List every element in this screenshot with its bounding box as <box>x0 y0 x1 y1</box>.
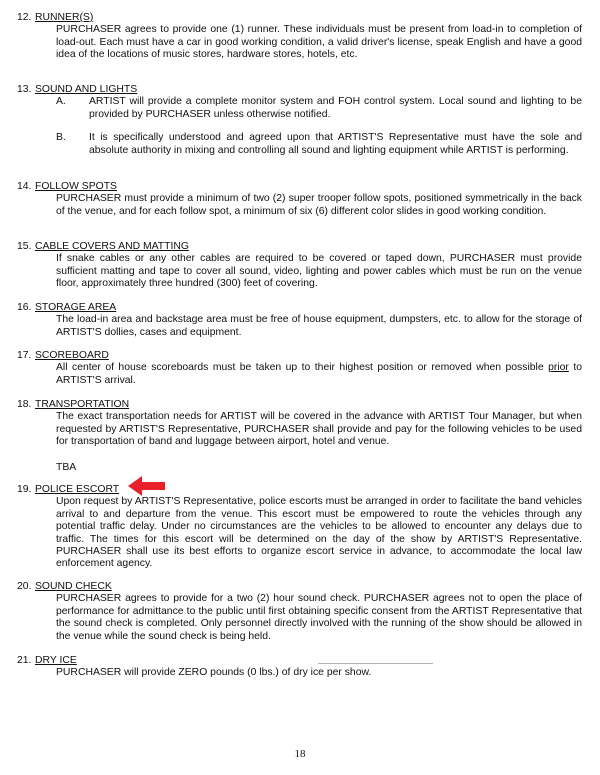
subsection-label: B. <box>56 132 66 144</box>
section-body: PURCHASER agrees to provide one (1) runner. These individuals must be present from load-in to completion of load-out. Each must have a car in good working condition, a valid driver's license, speak English and have a good idea of the locations of music stores, hardware stores, hotels, etc. <box>56 24 582 61</box>
section-title: SOUND AND LIGHTS <box>35 84 138 95</box>
section-body: If snake cables or any other cables are required to be covered or taped down, PURCHASER must provide sufficient matting and tape to cover all sound, video, lighting and power cables which must be run on the venue floor, approximately three hundred (300) feet of covering. <box>56 253 582 290</box>
section-police-escort <box>17 484 582 571</box>
section-sound-check <box>17 581 582 643</box>
section-body: PURCHASER agrees to provide for a two (2) hour sound check. PURCHASER agrees not to open the place of performance for admittance to the public until first obtaining specific consent from the ARTIST Representative that the sound check is completed. Only personnel directly involved with the running of the show should be allowed in the venue while the sound check is being held. <box>56 593 582 642</box>
section-number: 14. <box>17 181 32 192</box>
section-body: PURCHASER must provide a minimum of two (2) super trooper follow spots, positioned symmetrically in the back of the venue, and for each follow spot, a minimum of six (6) different color slides in good working condition. <box>56 193 582 217</box>
subsection-a <box>56 96 582 121</box>
section-number: 17. <box>17 350 32 361</box>
subsection-text: ARTIST will provide a complete monitor system and FOH control system. Local sound and lighting to be provided by PURCHASER unless otherwise notified. <box>89 96 582 120</box>
section-storage-area <box>17 302 582 339</box>
vehicles-tba: TBA <box>56 461 77 473</box>
section-title: RUNNER(S) <box>35 12 94 23</box>
section-body: The load-in area and backstage area must be free of house equipment, dumpsters, etc. to allow for the storage of ARTIST'S dollies, cases and equipment. <box>56 314 582 338</box>
section-number: 16. <box>17 302 32 313</box>
page-number: 18 <box>294 748 306 760</box>
section-dry-ice <box>17 655 582 680</box>
section-title: CABLE COVERS AND MATTING <box>35 241 189 252</box>
section-number: 15. <box>17 241 32 252</box>
section-number: 19. <box>17 484 32 495</box>
section-title: TRANSPORTATION <box>35 399 130 410</box>
section-title: POLICE ESCORT <box>35 484 120 495</box>
section-body: PURCHASER will provide ZERO pounds (0 lbs.) of dry ice per show. <box>56 667 372 679</box>
section-runners <box>17 12 582 62</box>
subsection-label: A. <box>56 96 66 108</box>
section-title: DRY ICE <box>35 655 77 666</box>
section-cable-covers <box>17 241 582 291</box>
subsection-b <box>56 132 582 157</box>
red-arrow-icon <box>128 476 165 496</box>
subsection-text: It is specifically understood and agreed upon that ARTIST'S Representative must have the sole and absolute authority in mixing and controlling all sound and lighting equipment while ARTIST is performing. <box>89 132 582 156</box>
scan-speck <box>318 663 433 664</box>
section-body: The exact transportation needs for ARTIST will be covered in the advance with ARTIST Tour Manager, but when requested by ARTIST'S Representative, PURCHASER shall provide and pay for the following vehicles to be used for transportation of band and luggage between airport, hotel and venue. <box>56 411 582 448</box>
underlined-word: prior <box>548 362 569 374</box>
section-number: 18. <box>17 399 32 410</box>
section-number: 13. <box>17 84 32 95</box>
section-body: Upon request by ARTIST'S Representative, police escorts must be arranged in order to facilitate the band vehicles arrival to and departure from the venue. This escort must be empowered to route the vehicles through any potential traffic delay. Under no circumstances are the vehicles to be allowed to encounter any delays due to traffic. The times for this escort will be determined on the day of the show by ARTIST'S Representative. PURCHASER shall use its best efforts to organize escort service in advance, to accommodate the local law enforcement agency. <box>56 496 582 570</box>
section-scoreboard <box>17 350 582 387</box>
section-number: 12. <box>17 12 32 23</box>
section-title: STORAGE AREA <box>35 302 117 313</box>
section-follow-spots <box>17 181 582 218</box>
section-body: All center of house scoreboards must be taken up to their highest position or removed when possible prior to ARTIST'S arrival. <box>56 362 582 386</box>
section-number: 20. <box>17 581 32 592</box>
section-title: SOUND CHECK <box>35 581 112 592</box>
section-number: 21. <box>17 655 32 666</box>
section-sound-and-lights <box>17 84 582 157</box>
section-title: SCOREBOARD <box>35 350 109 361</box>
section-title: FOLLOW SPOTS <box>35 181 117 192</box>
section-transportation <box>17 399 582 474</box>
